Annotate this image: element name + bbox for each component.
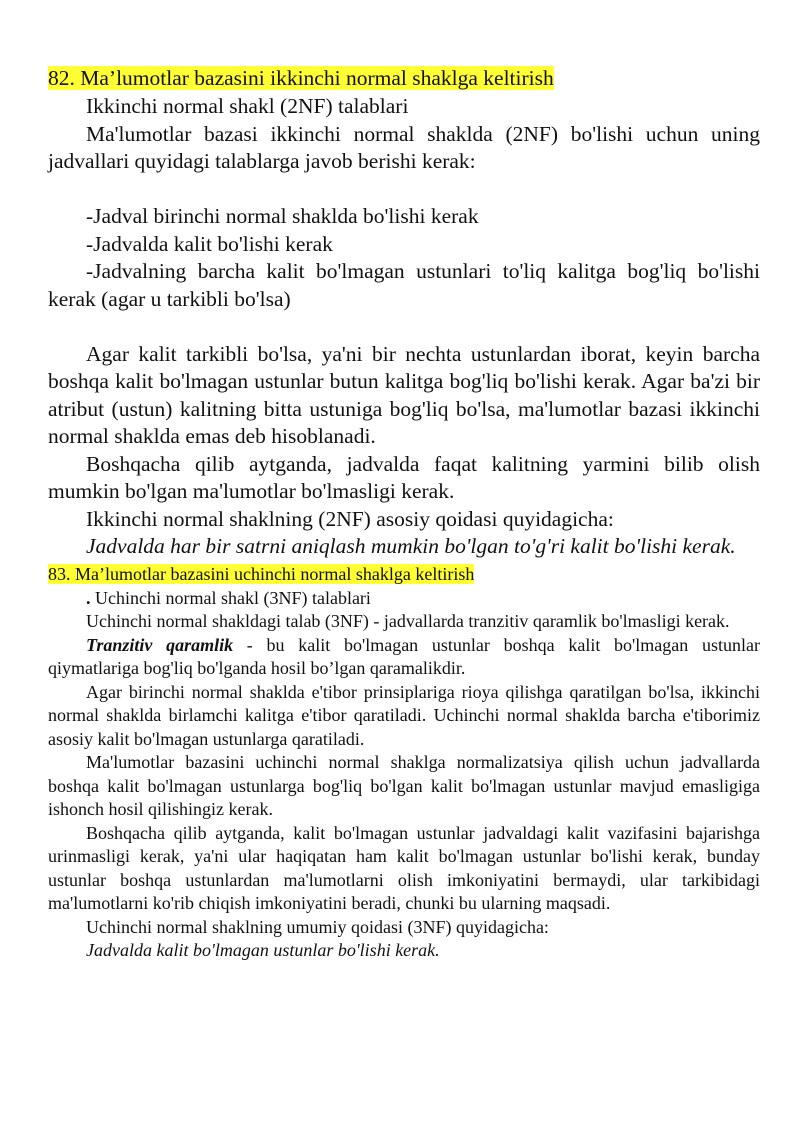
blank-line <box>48 176 760 204</box>
section-82-paragraph: Agar kalit tarkibli bo'lsa, ya'ni bir nechta ustunlardan iborat, keyin barcha boshqa kalit bo'lmagan ustunlar butun kalitga bog'liq bo'lishi kerak. Agar ba'zi bir atribut (ustun) kalitning bitta ustuniga bog'liq bo'lsa, ma'lumotlar bazasi ikkinchi normal shaklda emas deb hisoblanadi. <box>48 341 760 448</box>
requirement-item: -Jadval birinchi normal shaklda bo'lishi kerak <box>86 204 479 228</box>
term-definition-text: - bu kalit bo'lmagan ustunlar boshqa kalit bo'lmagan ustunlar qiymatlariga bog'liq bo'lganda hosil bo’lgan qaramalikdir. <box>48 634 760 678</box>
section-82-rule-intro: Ikkinchi normal shaklning (2NF) asosiy qoidasi quyidagicha: <box>86 506 614 531</box>
term-definition <box>48 634 760 681</box>
section-83-paragraph: Ma'lumotlar bazasini uchinchi normal shaklga normalizatsiya qilish uchun jadvallarda boshqa kalit bo'lmagan ustunlarga bog'liq bo'lgan kalit bo'lmagan ustunlar mavjud emasligiga ishonch hosil qilishingiz kerak. <box>48 752 760 819</box>
section-83-subtitle-line <box>48 587 760 611</box>
section-82-heading <box>48 63 760 93</box>
section-83-subtitle: Uchinchi normal shakl (3NF) talablari <box>95 587 371 608</box>
requirement-item: -Jadvalning barcha kalit bo'lmagan ustunlari to'liq kalitga bog'liq bo'lishi kerak (agar u tarkibli bo'lsa) <box>48 259 760 311</box>
section-82-subtitle: Ikkinchi normal shakl (2NF) talablari <box>86 94 409 118</box>
section-83-number: 83. <box>48 563 71 584</box>
section-83-title: Ma’lumotlar bazasini uchinchi normal shaklga keltirish <box>75 563 475 584</box>
section-82-title: Ma’lumotlar bazasini ikkinchi normal shaklga keltirish <box>80 66 554 90</box>
document-page <box>48 63 760 963</box>
blank-line <box>48 313 760 341</box>
requirement-item: -Jadvalda kalit bo'lishi kerak <box>86 231 333 256</box>
section-82-intro: Ma'lumotlar bazasi ikkinchi normal shaklda (2NF) bo'lishi uchun uning jadvallari quyidagi talablarga javob berishi kerak: <box>48 121 760 173</box>
term: Tranzitiv qaramlik <box>86 634 234 655</box>
bullet-dot: . <box>86 587 91 608</box>
section-83-paragraph: Boshqacha qilib aytganda, kalit bo'lmagan ustunlar jadvaldagi kalit vazifasini bajarishga urinmasligi kerak, ya'ni ular haqiqatan ham kalit bo'lmagan ustunlar bo'lishi kerak, bunday ustunlar boshqa ustunlardan ma'lumotlarni olish imkoniyatini bermaydi, ular tarkibidagi ma'lumotlarni ko'rib chiqish imkoniyatini beradi, chunki bu ularning maqsadi. <box>48 822 760 913</box>
section-82-number: 82. <box>48 66 75 90</box>
section-82-paragraph: Boshqacha qilib aytganda, jadvalda faqat kalitning yarmini bilib olish mumkin bo'lgan ma'lumotlar bo'lmasligi kerak. <box>48 451 760 503</box>
section-83-heading <box>48 561 760 587</box>
section-83-paragraph: Agar birinchi normal shaklda e'tibor prinsiplariga rioya qilishga qaratilgan bo'lsa, ikkinchi normal shaklda birlamchi kalitga e'tibor qaratiladi. Uchinchi normal shaklda barcha e'tiborimiz asosiy kalit bo'lmagan ustunlarga qaratiladi. <box>48 681 760 749</box>
section-83-rule-intro: Uchinchi normal shaklning umumiy qoidasi (3NF) quyidagicha: <box>86 916 549 937</box>
section-83-paragraph: Uchinchi normal shakldagi talab (3NF) - jadvallarda tranzitiv qaramlik bo'lmasligi kerak. <box>86 611 730 631</box>
section-82-rule: Jadvalda har bir satrni aniqlash mumkin bo'lgan to'g'ri kalit bo'lishi kerak. <box>86 534 736 558</box>
section-83-rule: Jadvalda kalit bo'lmagan ustunlar bo'lishi kerak. <box>86 940 440 960</box>
